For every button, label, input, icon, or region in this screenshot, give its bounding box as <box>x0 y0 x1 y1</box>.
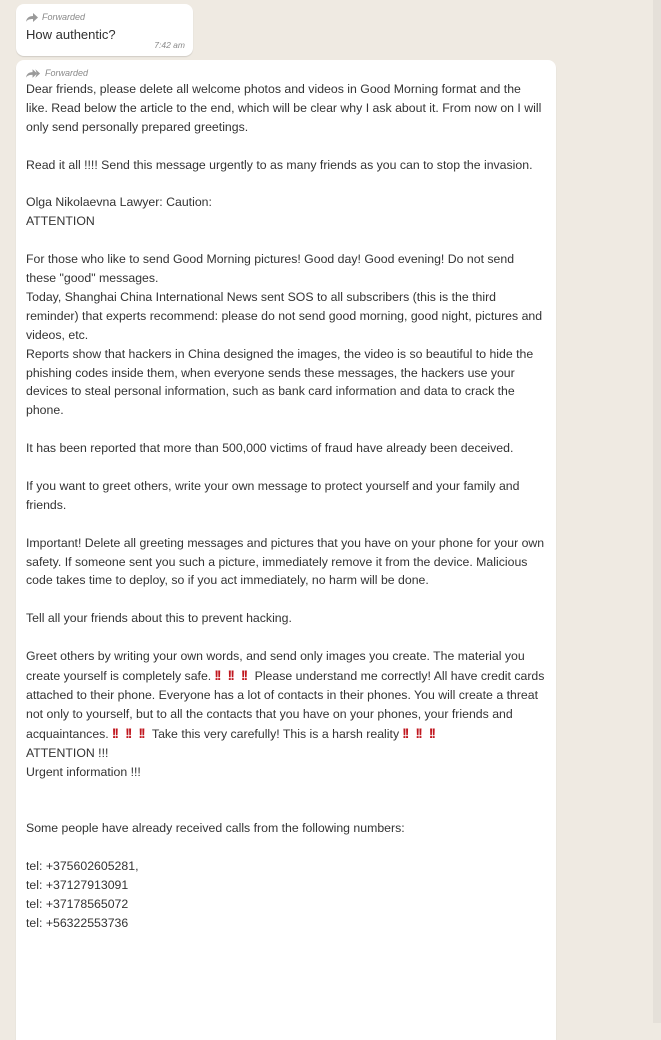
double-exclamation-icon: !! <box>415 724 421 741</box>
paragraph: Tell all your friends about this to prevent hacking. <box>26 611 292 626</box>
paragraph <box>26 647 546 744</box>
double-exclamation-icon: !! <box>111 724 118 741</box>
paragraph: Reports show that hackers in China designed the images, the video is so beautiful to hide the phishing codes inside them, when everyone sends these messages, the hackers use your devices to steal personal information, such as bank card information and data to crack the phone. <box>26 346 534 418</box>
forward-arrow-icon <box>26 13 38 22</box>
phone-number: tel: +37127913091 <box>26 877 129 892</box>
paragraph: It has been reported that more than 500,000 victims of fraud have already been deceived. <box>26 441 514 456</box>
forwarded-text: Forwarded <box>42 12 86 22</box>
double-exclamation-icon: !! <box>240 666 247 683</box>
forwarded-text: Forwarded <box>45 68 89 78</box>
forwarded-label <box>26 66 546 80</box>
double-exclamation-icon: !! <box>138 724 144 741</box>
paragraph: Read it all !!!! Send this message urgently to as many friends as you can to stop the invasion. <box>26 157 533 172</box>
paragraph-text: Take this very carefully! This is a harsh reality <box>151 726 400 741</box>
paragraph: Today, Shanghai China International News sent SOS to all subscribers (this is the third reminder) that experts recommend: please do not send good morning, good night, pictures and videos, etc. <box>26 289 543 342</box>
forwarded-label <box>26 10 183 24</box>
double-exclamation-icon: !! <box>402 724 408 741</box>
paragraph: Some people have already received calls from the following numbers: <box>26 821 405 836</box>
phone-number: tel: +375602605281, <box>26 859 139 873</box>
paragraph-text: Greet others by writing your own words, and send only images you create. The material you create yourself is completely safe. <box>26 649 525 683</box>
phone-number: tel: +56322553736 <box>26 915 129 930</box>
double-exclamation-icon: !! <box>125 724 131 741</box>
message-bubble-long[interactable] <box>16 60 556 1040</box>
chat-scrollbar[interactable] <box>653 0 661 1023</box>
paragraph: Important! Delete all greeting messages and pictures that you have on your phone for your own safety. If someone sent you such a picture, immediately remove it from the device. Malicious code takes time to deploy, so if you act immediately, no harm will be done. <box>26 535 545 588</box>
paragraph: ATTENTION !!! <box>26 745 109 760</box>
phone-number: tel: +37178565072 <box>26 896 129 911</box>
paragraph: Dear friends, please delete all welcome photos and videos in Good Morning format and the like. Read below the article to the end, which will be clear why I ask about it. From now on I will only send personally prepared greetings. <box>26 82 542 134</box>
forward-double-arrow-icon <box>26 69 41 78</box>
double-exclamation-icon: !! <box>214 666 220 683</box>
paragraph: If you want to greet others, write your own message to protect yourself and your family and friends. <box>26 478 520 512</box>
paragraph: Olga Nikolaevna Lawyer: Caution: <box>26 195 212 210</box>
message-time: 7:42 am <box>154 40 185 50</box>
double-exclamation-icon: !! <box>428 724 435 741</box>
double-exclamation-icon: !! <box>227 666 233 683</box>
paragraph: For those who like to send Good Morning pictures! Good day! Good evening! Do not send these "good" messages. <box>26 252 515 286</box>
message-body <box>26 80 546 933</box>
message-bubble-short[interactable] <box>16 4 193 56</box>
paragraph-text: Please understand me correctly! All have credit cards attached to their phone. Everyone has a lot of contacts in their phones. You will create a threat not only to yourself, but to all the contacts that you have on your phones, your friends and acquaintances. <box>26 668 545 741</box>
paragraph: Urgent information !!! <box>26 764 141 779</box>
message-text: How authentic? <box>26 27 116 42</box>
paragraph: ATTENTION <box>26 214 95 229</box>
